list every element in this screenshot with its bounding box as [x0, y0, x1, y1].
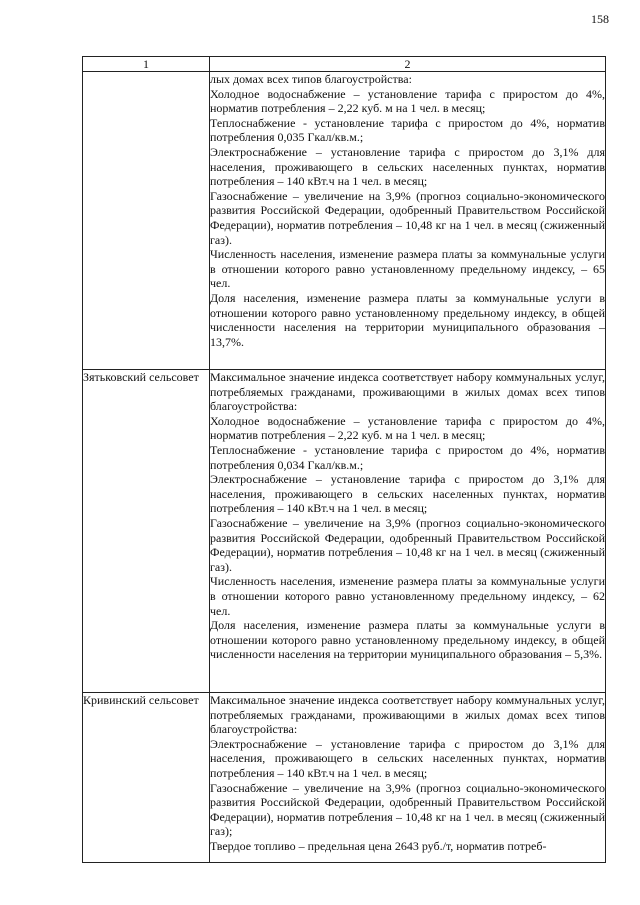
- paragraph: Газоснабжение – увеличение на 3,9% (прогноз социально-экономического развития Российской Федерации, одобренный Правительством Российской Федерации), норматив потребления – 10,48 кг на 1 чел. в месяц (сжиженный газ).: [210, 188, 605, 247]
- paragraph: Численность населения, изменение размера платы за коммунальные услуги в отношении которого равно установленному предельному индексу, – 65 чел.: [210, 247, 605, 291]
- index-description: [210, 370, 606, 693]
- table-row: [83, 370, 606, 693]
- table-row: [83, 693, 606, 863]
- paragraph: Теплоснабжение - установление тарифа с приростом до 4%, норматив потребления 0,034 Гкал/кв.м.;: [210, 442, 605, 472]
- paragraph: Максимальное значение индекса соответствует набору коммунальных услуг, потребляемых гражданами, проживающими в жилых домах всех типов благоустройства:: [210, 370, 605, 414]
- index-description: [210, 72, 606, 370]
- paragraph: Газоснабжение – увеличение на 3,9% (прогноз социально-экономического развития Российской Федерации, одобренный Правительством Российской Федерации), норматив потребления – 10,48 кг на 1 чел. в месяц (сжиженный газ);: [210, 780, 605, 839]
- column-header-1: 1: [83, 57, 210, 72]
- paragraph: Электроснабжение – установление тарифа с приростом до 3,1% для населения, проживающего в сельских населенных пунктах, норматив потребления – 140 кВт.ч на 1 чел. в месяц;: [210, 472, 605, 516]
- municipality-name: Кривинский сельсовет: [83, 693, 210, 863]
- paragraph: Доля населения, изменение размера платы за коммунальные услуги в отношении которого равно установленному предельному индексу, в общей численности населения на территории муниципального образования – 5,3%.: [210, 618, 605, 662]
- page-number: 158: [591, 12, 609, 26]
- paragraph: Численность населения, изменение размера платы за коммунальные услуги в отношении которого равно установленному предельному индексу, – 62 чел.: [210, 574, 605, 618]
- paragraph: Доля населения, изменение размера платы за коммунальные услуги в отношении которого равно установленному предельному индексу, в общей численности населения на территории муниципального образования – 13,7%.: [210, 290, 605, 349]
- paragraph: Максимальное значение индекса соответствует набору коммунальных услуг, потребляемых гражданами, проживающими в жилых домах всех типов благоустройства:: [210, 693, 605, 737]
- paragraph: Холодное водоснабжение – установление тарифа с приростом до 4%, норматив потребления – 2,22 куб. м на 1 чел. в месяц;: [210, 413, 605, 443]
- paragraph: лых домах всех типов благоустройства:: [210, 72, 412, 86]
- paragraph: Электроснабжение – установление тарифа с приростом до 3,1% для населения, проживающего в сельских населенных пунктах, норматив потребления – 140 кВт.ч на 1 чел. в месяц;: [210, 144, 605, 189]
- municipality-name: Зятьковский сельсовет: [83, 370, 210, 693]
- paragraph: Холодное водоснабжение – установление тарифа с приростом до 4%, норматив потребления – 2,22 куб. м на 1 чел. в месяц;: [210, 86, 605, 116]
- column-header-2: 2: [210, 57, 606, 72]
- utility-index-table: [82, 56, 606, 863]
- table-header-row: [83, 57, 606, 72]
- index-description: [210, 693, 606, 863]
- municipality-name: [83, 72, 210, 370]
- table-row: [83, 72, 606, 370]
- paragraph: Твердое топливо – предельная цена 2643 руб./т, норматив потреб-: [210, 838, 547, 853]
- paragraph: Газоснабжение – увеличение на 3,9% (прогноз социально-экономического развития Российской Федерации, одобренный Правительством Российской Федерации), норматив потребления – 10,48 кг на 1 чел. в месяц (сжиженный газ).: [210, 515, 605, 574]
- paragraph: Электроснабжение – установление тарифа с приростом до 3,1% для населения, проживающего в сельских населенных пунктах, норматив потребления – 140 кВт.ч на 1 чел. в месяц;: [210, 736, 605, 780]
- paragraph: Теплоснабжение - установление тарифа с приростом до 4%, норматив потребления 0,035 Гкал/кв.м.;: [210, 115, 605, 145]
